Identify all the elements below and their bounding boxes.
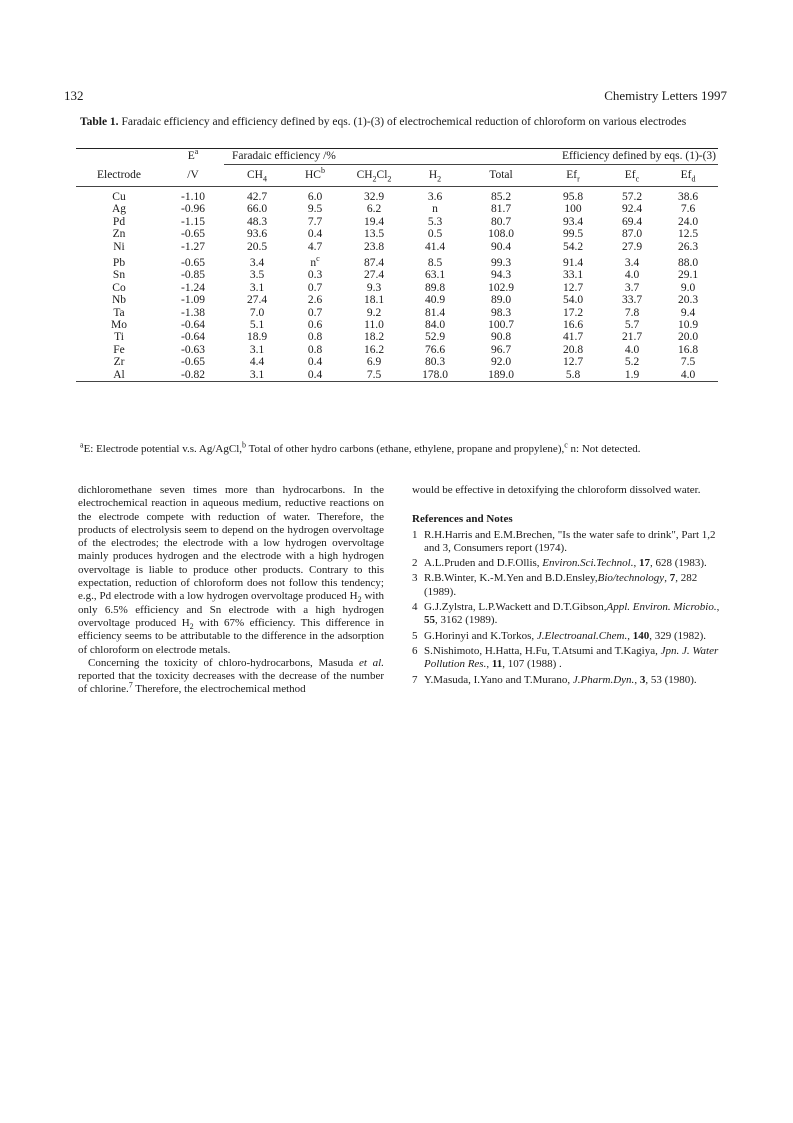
electrode-cell: Fe bbox=[113, 343, 125, 356]
electrode-cell: Ag bbox=[111, 203, 127, 216]
value-cell: 99.5 bbox=[562, 228, 584, 241]
journal-name: Chemistry Letters 1997 bbox=[604, 88, 727, 103]
value-cell: 91.4 bbox=[562, 257, 584, 270]
table-row bbox=[76, 307, 718, 319]
value-cell: 98.3 bbox=[490, 306, 512, 319]
value-cell: 18.2 bbox=[363, 331, 385, 344]
electrode-cell: Cu bbox=[112, 191, 126, 203]
value-cell: 9.3 bbox=[366, 281, 382, 294]
value-cell: 0.6 bbox=[307, 319, 323, 332]
references-list bbox=[412, 529, 728, 687]
value-cell: 13.5 bbox=[363, 228, 385, 241]
value-cell: 81.7 bbox=[490, 203, 512, 216]
value-cell: 3.1 bbox=[249, 368, 265, 381]
value-cell: -1.10 bbox=[181, 191, 205, 203]
electrode-cell: Nb bbox=[111, 294, 127, 307]
value-cell: 27.4 bbox=[363, 269, 385, 282]
value-cell: 12.5 bbox=[677, 228, 699, 241]
value-cell: 16.6 bbox=[562, 319, 584, 332]
value-cell: 48.3 bbox=[246, 215, 268, 228]
table-group-header bbox=[76, 149, 718, 165]
electrode-cell: Ti bbox=[114, 331, 124, 344]
electrode-cell: Al bbox=[113, 368, 125, 381]
value-cell: 2.6 bbox=[307, 294, 323, 307]
value-cell: 80.3 bbox=[424, 356, 446, 369]
col-electrode: Electrode bbox=[96, 168, 142, 181]
value-cell: 92.0 bbox=[490, 356, 512, 369]
value-cell: 9.0 bbox=[680, 281, 696, 294]
value-cell: 18.9 bbox=[246, 331, 268, 344]
table-row bbox=[76, 216, 718, 228]
reference-item: 6 S.Nishimoto, H.Hatta, H.Fu, T.Atsumi and T.Kagiya, Jpn. J. Water Pollution Res., 11, 107 (1988) . bbox=[412, 644, 719, 671]
electrode-cell: Zn bbox=[112, 228, 126, 241]
value-cell: 27.4 bbox=[246, 294, 268, 307]
electrode-cell: Mo bbox=[111, 319, 127, 332]
value-cell: -0.85 bbox=[181, 269, 205, 282]
value-cell: 63.1 bbox=[424, 269, 446, 282]
table-caption bbox=[80, 116, 720, 129]
table-row bbox=[76, 319, 718, 331]
table-row bbox=[76, 241, 718, 253]
table-row bbox=[76, 356, 718, 368]
value-cell: 0.7 bbox=[307, 281, 323, 294]
value-cell: 4.0 bbox=[624, 269, 640, 282]
value-cell: 5.8 bbox=[565, 368, 581, 381]
value-cell: 3.4 bbox=[249, 257, 265, 270]
value-cell: 33.1 bbox=[562, 269, 584, 282]
value-cell: 4.0 bbox=[680, 368, 696, 381]
value-cell: 19.4 bbox=[363, 215, 385, 228]
value-cell: 100 bbox=[564, 203, 582, 216]
table-row bbox=[76, 187, 718, 204]
value-cell: 85.2 bbox=[490, 191, 512, 203]
value-cell: 41.4 bbox=[424, 240, 446, 253]
value-cell: 0.4 bbox=[307, 368, 323, 381]
value-cell: 93.6 bbox=[246, 228, 268, 241]
value-cell: 80.7 bbox=[490, 215, 512, 228]
value-cell: 93.4 bbox=[562, 215, 584, 228]
col-ch2cl2: $CH_2Cl_2$ bbox=[340, 165, 408, 187]
table-row bbox=[76, 269, 718, 281]
col-ch4: $CH_4$ bbox=[224, 165, 290, 187]
value-cell: 100.7 bbox=[488, 319, 514, 332]
value-cell: -0.96 bbox=[181, 203, 205, 216]
value-cell: 41.7 bbox=[562, 331, 584, 344]
value-cell: 4.7 bbox=[307, 240, 323, 253]
electrode-cell: Sn bbox=[112, 269, 126, 282]
value-cell: -1.38 bbox=[181, 306, 205, 319]
reference-item: 3 R.B.Winter, K.-M.Yen and B.D.Ensley,Bio/technology, 7, 282 (1989). bbox=[412, 572, 698, 598]
electrode-cell: Pb bbox=[112, 257, 126, 270]
value-cell: 3.1 bbox=[249, 343, 265, 356]
reference-item: 5 G.Horinyi and K.Torkos, J.Electroanal.Chem., 140, 329 (1982). bbox=[412, 629, 707, 642]
value-cell: 3.5 bbox=[249, 269, 265, 282]
table-row bbox=[76, 369, 718, 382]
value-cell: 5.2 bbox=[624, 356, 640, 369]
table-row bbox=[76, 282, 718, 294]
value-cell: 6.0 bbox=[307, 191, 323, 203]
value-cell: 89.8 bbox=[424, 281, 446, 294]
value-cell: -0.65 bbox=[181, 257, 205, 270]
value-cell: 76.6 bbox=[424, 343, 446, 356]
value-cell: 5.3 bbox=[427, 215, 443, 228]
value-cell: 87.0 bbox=[621, 228, 643, 241]
paragraph: dichloromethane seven times more than hydrocarbons. In the electrochemical reaction in aqueous medium, reductive reactions on the electrode compete with reduction of water. Therefore, the products of electrolysis seem to depend on the hydrogen overvoltage of the electrodes; the electrode with a low hydrogen overvoltage mainly produces hydrogen and the electrode with a high hydrogen overvoltage is liable to produce other products. Contrary to this expectation, reduction of chloroform does not follow this tendency; e.g., Pd electrode with a low hydrogen overvoltage produced $H_2$ with only 6.5% efficiency and Sn electrode with a high hydrogen overvoltage produced $H_2$ with 67% efficiency. This difference in efficiency seems to be attributable to the difference in the adsorption of chloroform on electrode metals. bbox=[78, 484, 384, 656]
value-cell: 27.9 bbox=[621, 240, 643, 253]
left-column-text bbox=[78, 484, 384, 697]
header-e: $E^a$ bbox=[187, 147, 199, 163]
col-h2: $H_2$ bbox=[408, 165, 462, 187]
value-cell: -0.65 bbox=[181, 228, 205, 241]
value-cell: -0.65 bbox=[181, 356, 205, 369]
col-hc: $HC^b$ bbox=[290, 165, 340, 187]
value-cell: 178.0 bbox=[422, 368, 448, 381]
value-cell: 21.7 bbox=[621, 331, 643, 344]
value-cell: -1.15 bbox=[181, 215, 205, 228]
value-cell: 18.1 bbox=[363, 294, 385, 307]
value-cell: 94.3 bbox=[490, 269, 512, 282]
value-cell: 52.9 bbox=[424, 331, 446, 344]
col-efr: $Ef_r$ bbox=[540, 165, 606, 187]
value-cell: 66.0 bbox=[246, 203, 268, 216]
value-cell: 9.5 bbox=[307, 203, 323, 216]
reference-item: 1 R.H.Harris and E.M.Brechen, "Is the water safe to drink", Part 1,2 and 3, Consumers report (1974). bbox=[412, 528, 716, 554]
reference-item: 7 Y.Masuda, I.Yano and T.Murano, J.Pharm.Dyn., 3, 53 (1980). bbox=[412, 673, 697, 686]
value-cell: 42.7 bbox=[246, 191, 268, 203]
value-cell: 0.4 bbox=[307, 356, 323, 369]
value-cell: 20.0 bbox=[677, 331, 699, 344]
table-row bbox=[76, 331, 718, 343]
paragraph: would be effective in detoxifying the chloroform dissolved water. bbox=[412, 484, 701, 496]
table-column-header bbox=[76, 165, 718, 187]
value-cell: 11.0 bbox=[364, 319, 384, 332]
electrode-cell: Zr bbox=[113, 356, 125, 369]
table-footnote: $^a$E: Electrode potential v.s. Ag/AgCl,$^b$ Total of other hydro carbons (ethane, ethylene, propane and propylene),$^c$ n: Not detected. bbox=[80, 440, 641, 455]
value-cell: 26.3 bbox=[677, 240, 699, 253]
value-cell: 7.5 bbox=[366, 368, 382, 381]
value-cell: 3.4 bbox=[624, 257, 640, 270]
value-cell: 17.2 bbox=[562, 306, 584, 319]
references-heading: References and Notes bbox=[412, 513, 513, 526]
value-cell: 90.4 bbox=[490, 240, 512, 253]
value-cell: 0.7 bbox=[307, 306, 323, 319]
col-efd: $Ef_d$ bbox=[658, 165, 718, 187]
electrode-cell: Ta bbox=[113, 306, 125, 319]
value-cell: 12.7 bbox=[562, 281, 584, 294]
value-cell: 32.9 bbox=[363, 191, 385, 203]
value-cell: 24.0 bbox=[677, 215, 699, 228]
value-cell: 57.2 bbox=[621, 191, 643, 203]
header-defined: Efficiency defined by eqs. (1)-(3) bbox=[562, 150, 717, 162]
value-cell: 96.7 bbox=[490, 343, 512, 356]
table-row bbox=[76, 203, 718, 215]
value-cell: -1.09 bbox=[181, 294, 205, 307]
value-cell: 38.6 bbox=[677, 191, 699, 203]
table-caption-label: Table 1. bbox=[80, 116, 119, 128]
col-unit: /V bbox=[187, 168, 199, 181]
value-cell: 84.0 bbox=[424, 319, 446, 332]
value-cell: 12.7 bbox=[562, 356, 584, 369]
table-row bbox=[76, 253, 718, 269]
value-cell: 7.5 bbox=[680, 356, 696, 369]
value-cell: -0.63 bbox=[181, 343, 205, 356]
value-cell: 189.0 bbox=[488, 368, 514, 381]
results-table bbox=[76, 148, 718, 382]
value-cell: n bbox=[432, 203, 438, 216]
value-cell: 0.4 bbox=[307, 228, 323, 241]
value-cell: 54.0 bbox=[562, 294, 584, 307]
value-cell: 108.0 bbox=[488, 228, 514, 241]
value-cell: -0.64 bbox=[181, 331, 205, 344]
value-cell: 4.4 bbox=[249, 356, 265, 369]
value-cell: 8.5 bbox=[427, 257, 443, 270]
value-cell: 10.9 bbox=[677, 319, 699, 332]
value-cell: $n^c$ bbox=[310, 254, 320, 270]
value-cell: 99.3 bbox=[490, 257, 512, 270]
value-cell: 54.2 bbox=[562, 240, 584, 253]
value-cell: 33.7 bbox=[621, 294, 643, 307]
value-cell: 20.8 bbox=[562, 343, 584, 356]
electrode-cell: Ni bbox=[113, 240, 125, 253]
value-cell: 89.0 bbox=[490, 294, 512, 307]
value-cell: -0.64 bbox=[181, 319, 205, 332]
reference-item: 2 A.L.Pruden and D.F.Ollis, Environ.Sci.Technol., 17, 628 (1983). bbox=[412, 557, 707, 570]
value-cell: 7.8 bbox=[624, 306, 640, 319]
table-caption-text: Faradaic efficiency and efficiency defined by eqs. (1)-(3) of electrochemical reduction of chloroform on various electrodes bbox=[121, 116, 687, 128]
value-cell: 92.4 bbox=[621, 203, 643, 216]
value-cell: 69.4 bbox=[621, 215, 643, 228]
value-cell: 87.4 bbox=[363, 257, 385, 270]
value-cell: 0.8 bbox=[307, 331, 323, 344]
value-cell: 7.7 bbox=[307, 215, 323, 228]
value-cell: 5.7 bbox=[624, 319, 640, 332]
value-cell: -0.82 bbox=[181, 368, 205, 381]
header-faradaic: Faradaic efficiency /% bbox=[232, 150, 336, 162]
value-cell: 4.0 bbox=[624, 343, 640, 356]
value-cell: 7.0 bbox=[249, 306, 265, 319]
reference-item: 4 G.J.Zylstra, L.P.Wackett and D.T.Gibson,Appl. Environ. Microbio., 55, 3162 (1989). bbox=[412, 601, 720, 627]
value-cell: 7.6 bbox=[680, 203, 696, 216]
value-cell: 3.1 bbox=[249, 281, 265, 294]
value-cell: 9.2 bbox=[366, 306, 382, 319]
value-cell: 23.8 bbox=[363, 240, 385, 253]
value-cell: 88.0 bbox=[677, 257, 699, 270]
value-cell: 40.9 bbox=[424, 294, 446, 307]
value-cell: 95.8 bbox=[562, 191, 584, 203]
col-total: Total bbox=[462, 165, 540, 187]
value-cell: 6.9 bbox=[366, 356, 382, 369]
value-cell: 16.8 bbox=[677, 343, 699, 356]
value-cell: 1.9 bbox=[624, 368, 640, 381]
value-cell: 6.2 bbox=[366, 203, 382, 216]
table-row bbox=[76, 344, 718, 356]
col-efc: $Ef_c$ bbox=[606, 165, 658, 187]
electrode-cell: Pd bbox=[112, 215, 126, 228]
page-number: 132 bbox=[64, 88, 84, 103]
paragraph: Concerning the toxicity of chloro-hydrocarbons, Masuda et al. reported that the toxicity decreases with the decrease of the number of chlorine.$^7$ Therefore, the electrochemical method bbox=[78, 656, 384, 696]
value-cell: 0.8 bbox=[307, 343, 323, 356]
table-row bbox=[76, 294, 718, 306]
electrode-cell: Co bbox=[112, 281, 126, 294]
value-cell: 20.5 bbox=[246, 240, 268, 253]
table-body bbox=[76, 187, 718, 382]
value-cell: 29.1 bbox=[677, 269, 699, 282]
value-cell: 102.9 bbox=[488, 281, 514, 294]
value-cell: 3.7 bbox=[624, 281, 640, 294]
value-cell: -1.24 bbox=[181, 281, 205, 294]
right-column-text bbox=[412, 484, 728, 689]
value-cell: -1.27 bbox=[181, 240, 205, 253]
value-cell: 16.2 bbox=[363, 343, 385, 356]
value-cell: 3.6 bbox=[427, 191, 443, 203]
table-row bbox=[76, 228, 718, 240]
value-cell: 81.4 bbox=[424, 306, 446, 319]
value-cell: 20.3 bbox=[677, 294, 699, 307]
value-cell: 0.5 bbox=[427, 228, 443, 241]
value-cell: 9.4 bbox=[680, 306, 696, 319]
value-cell: 0.3 bbox=[307, 269, 323, 282]
value-cell: 90.8 bbox=[490, 331, 512, 344]
value-cell: 5.1 bbox=[249, 319, 265, 332]
